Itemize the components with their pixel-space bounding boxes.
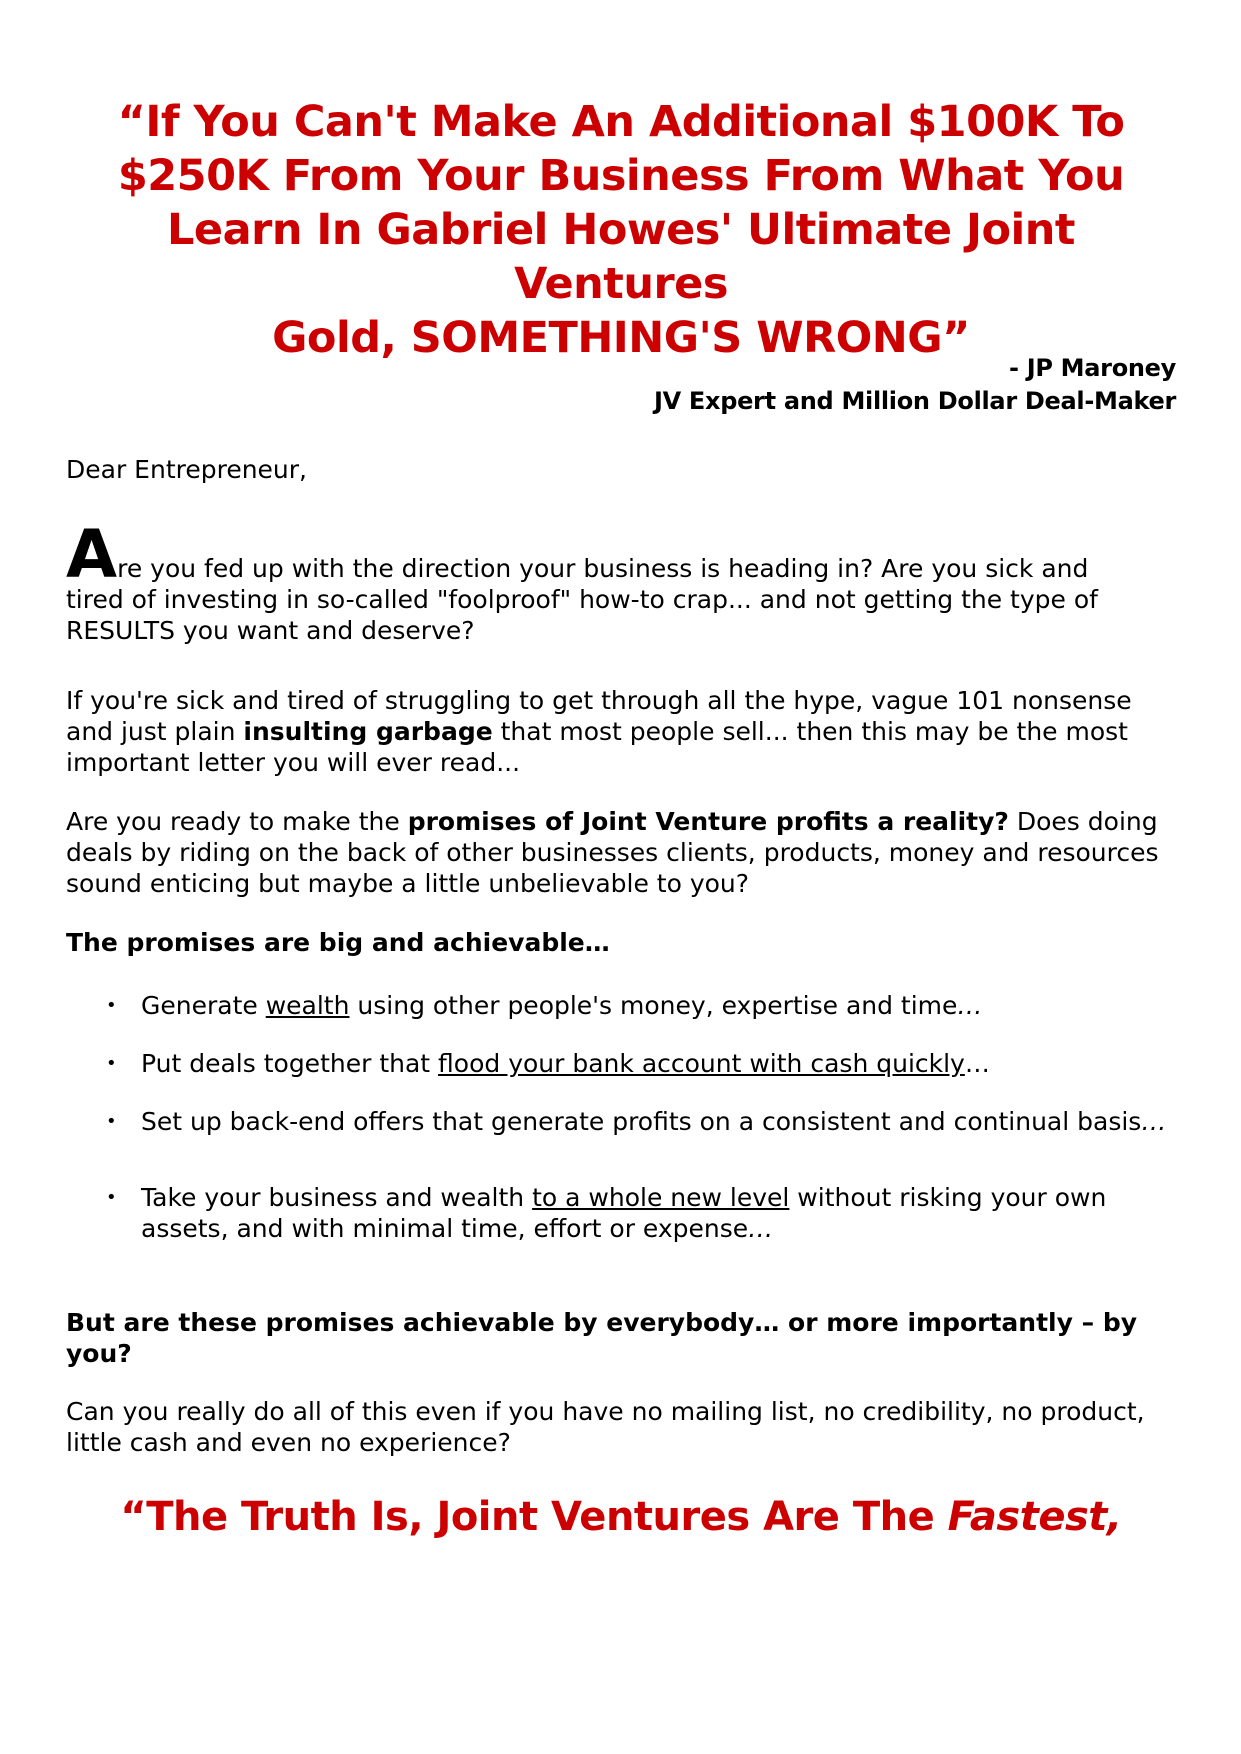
drop-cap-letter: A: [66, 516, 118, 593]
list-item: [66, 1048, 1176, 1079]
question-heading: But are these promises achievable by everybody… or more importantly – by you?: [66, 1308, 1138, 1368]
intro-rest: tired of investing in so-called "foolproof" how-to crap... and not getting the type of RESULTS you want and deserve?: [66, 585, 1098, 645]
bullet-ellipsis: …: [1141, 1107, 1167, 1136]
bullet-text: Take your business and wealth: [141, 1183, 533, 1212]
headline-line-3: Learn In Gabriel Howes' Ultimate Joint Ventures: [167, 205, 1075, 309]
promises-text-1: Are you ready to make the: [66, 807, 408, 836]
list-item: [66, 1182, 1176, 1244]
testimonial-byline: [654, 352, 1176, 418]
subhead-italic: Fastest,: [947, 1494, 1122, 1540]
salutation: Dear Entrepreneur,: [66, 455, 308, 484]
bullet-ellipsis: …: [964, 1049, 990, 1078]
bullet-underlined: flood your bank account with cash quickly: [438, 1049, 965, 1078]
headline-line-2: $250K From Your Business From What You: [117, 151, 1125, 201]
subhead-text: “The Truth Is, Joint Ventures Are The: [120, 1494, 948, 1540]
bullet-ellipsis: …: [957, 991, 983, 1020]
hype-text-1: If you're sick and tired of struggling to get through all the hype, vague 101 nonsense and just plain: [66, 686, 1132, 746]
bullet-text: Set up back-end offers that generate profits on a consistent and continual basis: [141, 1107, 1142, 1136]
paragraph-intro: [66, 516, 1176, 646]
promises-bold: promises of Joint Venture profits a reality?: [407, 807, 1009, 836]
bullet-text: Put deals together that: [141, 1049, 439, 1078]
bullet-underlined: wealth: [265, 991, 350, 1020]
hype-text-2: that most people sell... then this may be the most important letter you will ever read...: [66, 717, 1128, 777]
bullet-ellipsis: …: [748, 1214, 774, 1243]
paragraph-promises: [66, 806, 1176, 899]
headline-line-4: Gold, SOMETHING'S WRONG”: [272, 313, 970, 363]
list-item: [66, 1106, 1176, 1137]
paragraph-question: Can you really do all of this even if you have no mailing list, no credibility, no product, little cash and even no experience?: [66, 1397, 1145, 1457]
hype-bold: insulting garbage: [243, 717, 493, 746]
byline-title: JV Expert and Million Dollar Deal-Maker: [653, 387, 1176, 415]
paragraph-hype: [66, 685, 1176, 778]
bullet-text: without risking your own assets, and with minimal time, effort or expense: [141, 1183, 1107, 1243]
truth-subheadline: [66, 1492, 1176, 1542]
headline-line-1: “If You Can't Make An Additional $100K To: [117, 97, 1125, 147]
main-headline: [66, 95, 1176, 365]
bullet-underlined: to a whole new level: [532, 1183, 790, 1212]
promises-list: [66, 990, 1176, 1244]
byline-name: - JP Maroney: [1008, 354, 1176, 382]
bullet-text: Generate: [141, 991, 266, 1020]
promises-text-2: Does doing deals by riding on the back of other businesses clients, products, money and resources sound enticing but maybe a little unbelievable to you?: [66, 807, 1159, 898]
promises-heading: The promises are big and achievable…: [66, 928, 610, 957]
bullet-text: using other people's money, expertise and time: [349, 991, 958, 1020]
list-item: [66, 990, 1176, 1021]
intro-first-line: re you fed up with the direction your business is heading in? Are you sick and: [117, 554, 1089, 583]
